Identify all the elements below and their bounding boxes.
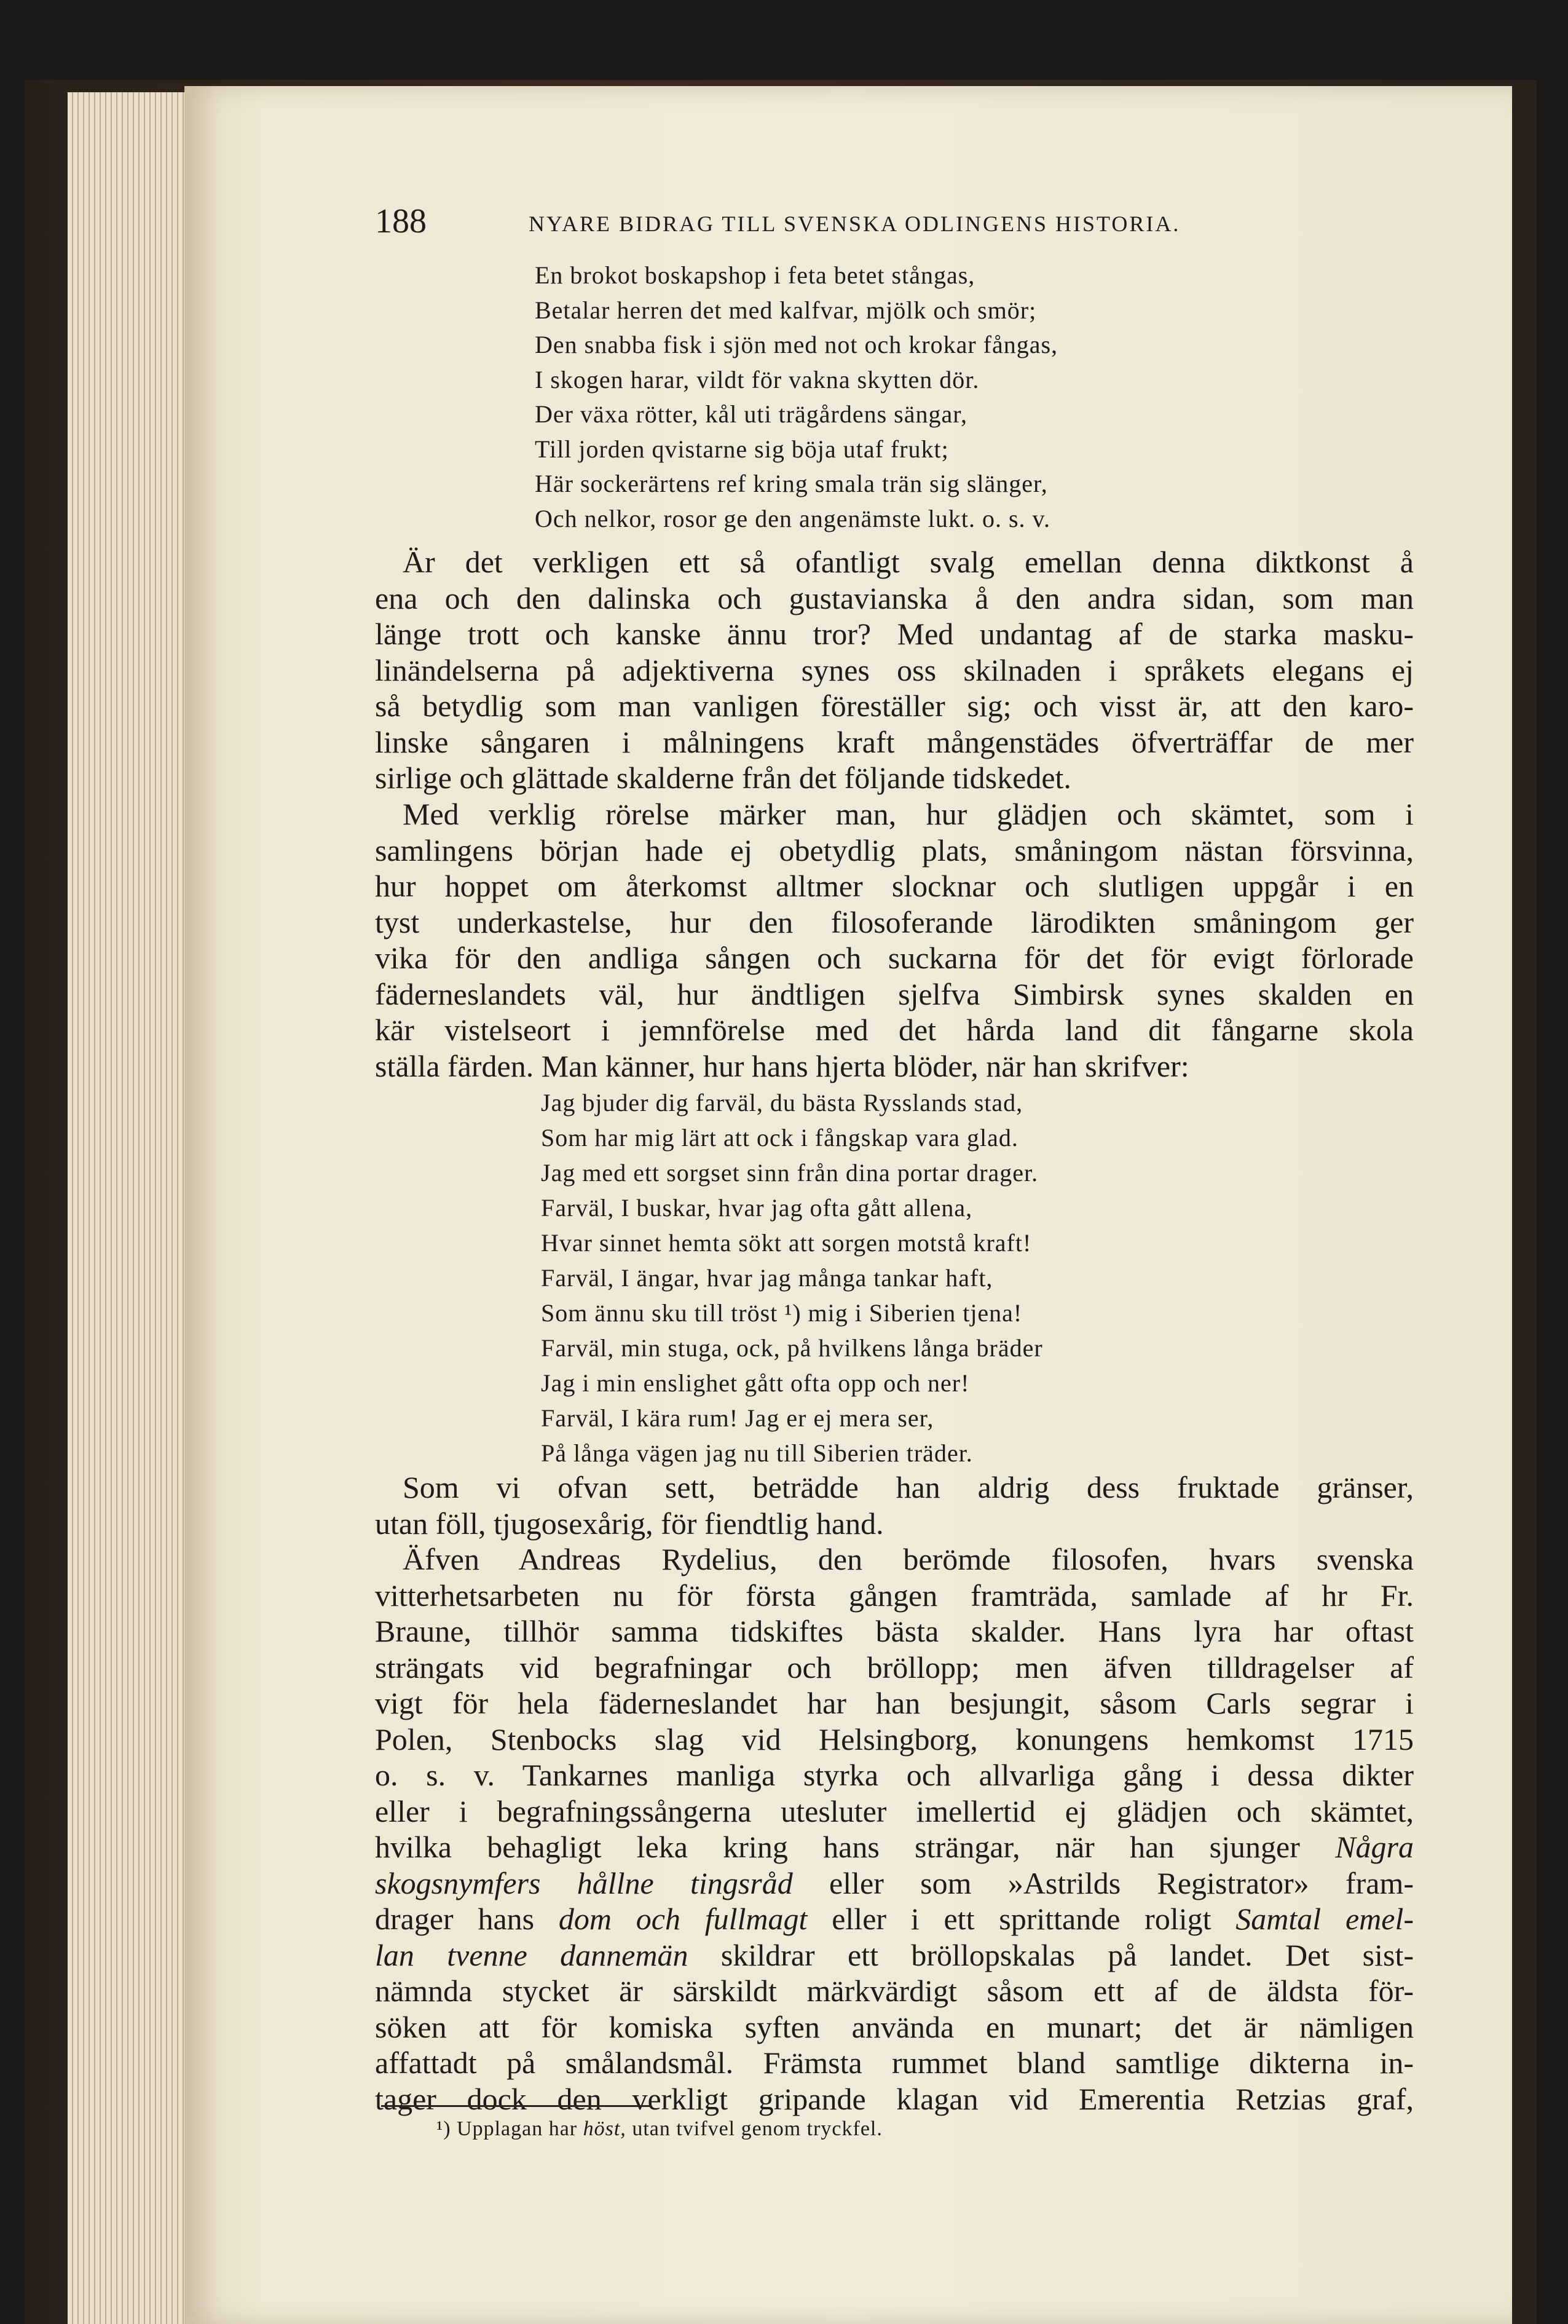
verse-line: Jag med ett sorgset sinn från dina portar drager. bbox=[541, 1159, 1039, 1187]
verse-line: Farväl, I ängar, hvar jag många tankar haft, bbox=[541, 1264, 993, 1292]
text-line: så betydlig som man vanligen föreställer sig; och visst är, att den karo- bbox=[375, 689, 1414, 723]
footnote-rule bbox=[381, 2105, 652, 2107]
text-line: söken att för komiska syften använda en munart; det är nämligen bbox=[375, 2009, 1414, 2044]
verse-line: Farväl, min stuga, ock, på hvilkens långa bräder bbox=[541, 1334, 1043, 1362]
italic-title: lan tvenne dannemän bbox=[375, 1937, 688, 1972]
footnote-marker: ¹) bbox=[436, 2117, 451, 2140]
paragraph-3 bbox=[375, 1469, 1414, 1541]
text-line: vika för den andliga sången och suckarna för det för evigt förlorade bbox=[375, 941, 1414, 975]
text-line: vitterhetsarbeten nu för första gången framträda, samlade af hr Fr. bbox=[375, 1578, 1414, 1613]
text-line: o. s. v. Tankarnes manliga styrka och allvarliga gång i dessa dikter bbox=[375, 1758, 1414, 1792]
footnote bbox=[436, 2114, 883, 2144]
italic-title: skogsnymfers hållne tingsråd bbox=[375, 1865, 793, 1900]
text-line: affattadt på smålandsmål. Främsta rummet bland samtlige dikterna in- bbox=[375, 2045, 1414, 2080]
footnote-italic: höst, bbox=[583, 2117, 626, 2140]
text-line: ena och den dalinska och gustavianska å den andra sidan, som man bbox=[375, 580, 1414, 615]
text-line: fäderneslandets väl, hur ändtligen sjelfva Simbirsk synes skalden en bbox=[375, 976, 1414, 1011]
paragraph-4 bbox=[375, 1541, 1414, 2117]
text-line: tyst underkastelse, hur den filosoferande lärodikten småningom ger bbox=[375, 904, 1414, 939]
text-line: samlingens början hade ej obetydlig plats, småningom nästan försvinna, bbox=[375, 832, 1414, 868]
text-line: Braune, tillhör samma tidskiftes bästa skalder. Hans lyra har oftast bbox=[375, 1614, 1414, 1648]
text-line: Som vi ofvan sett, beträdde han aldrig dess fruktade gränser, bbox=[403, 1470, 1414, 1504]
text-span: eller som »Astrilds Registrator» fram- bbox=[829, 1865, 1414, 1900]
verse-line: Som har mig lärt att ock i fångskap vara glad. bbox=[541, 1124, 1018, 1152]
verse-line: Jag bjuder dig farväl, du bästa Rysslands stad, bbox=[541, 1089, 1023, 1117]
paragraph-1 bbox=[375, 544, 1414, 796]
text-line: linske sångaren i målningens kraft mångenstädes öfverträffar de mer bbox=[375, 724, 1414, 759]
verse-line: Den snabba fisk i sjön med not och krokar fångas, bbox=[535, 331, 1058, 358]
verse-line: Hvar sinnet hemta sökt att sorgen motstå kraft! bbox=[541, 1229, 1032, 1257]
text-span: skildrar ett bröllopskalas på landet. Det sist- bbox=[720, 1937, 1414, 1972]
page-header bbox=[197, 197, 1438, 246]
page-content bbox=[197, 197, 1438, 2324]
text-span: eller i ett sprittande roligt bbox=[832, 1902, 1211, 1936]
verse-line: Till jorden qvistarne sig böja utaf frukt; bbox=[535, 435, 949, 463]
verse-line: Der växa rötter, kål uti trägårdens sängar, bbox=[535, 400, 967, 428]
verse-line: Farväl, I kära rum! Jag er ej mera ser, bbox=[541, 1404, 934, 1432]
text-line: ställa färden. Man känner, hur hans hjerta blöder, när han skrifver: bbox=[375, 1048, 1189, 1083]
text-line: vigt för hela fäderneslandet har han besjungit, såsom Carls segrar i bbox=[375, 1686, 1414, 1720]
text-line bbox=[375, 1937, 1414, 1974]
page-number: 188 bbox=[375, 202, 427, 240]
text-span: hvilka behagligt leka kring hans strängar, när han sjunger bbox=[375, 1830, 1300, 1864]
verse-line: Här sockerärtens ref kring smala trän sig slänger, bbox=[535, 470, 1048, 497]
verse-line: Och nelkor, rosor ge den angenämste lukt. o. s. v. bbox=[535, 504, 1050, 532]
verse-line: Farväl, I buskar, hvar jag ofta gått allena, bbox=[541, 1194, 973, 1222]
text-span: drager hans bbox=[375, 1902, 535, 1936]
text-line: eller i begrafningssångerna utesluter imellertid ej glädjen och skämtet, bbox=[375, 1793, 1414, 1828]
footnote-text: Upplagan har bbox=[457, 2117, 578, 2140]
verse-line: Betalar herren det med kalfvar, mjölk och smör; bbox=[535, 296, 1037, 324]
text-line: linändelserna på adjektiverna synes oss skilnaden i språkets elegans ej bbox=[375, 652, 1414, 687]
text-line: Är det verkligen ett så ofantligt svalg emellan denna diktkonst å bbox=[403, 545, 1414, 579]
text-line bbox=[375, 1829, 1414, 1865]
text-line: hur hoppet om återkomst alltmer slocknar och slutligen uppgår i en bbox=[375, 869, 1414, 903]
verse-line: På långa vägen jag nu till Siberien träder. bbox=[541, 1439, 973, 1467]
text-line: strängats vid begrafningar och bröllopp; men äfven tilldragelser af bbox=[375, 1650, 1414, 1685]
italic-title: Samtal emel- bbox=[1235, 1902, 1414, 1936]
text-line: Polen, Stenbocks slag vid Helsingborg, konungens hemkomst 1715 bbox=[375, 1721, 1414, 1757]
text-line: kär vistelseort i jemnförelse med det hårda land dit fångarne skola bbox=[375, 1013, 1414, 1047]
verse-line: Som ännu sku till tröst ¹) mig i Siberien tjena! bbox=[541, 1299, 1023, 1327]
verse-block-2 bbox=[541, 1085, 1043, 1471]
text-line: sirlige och glättade skalderne från det följande tidskedet. bbox=[375, 761, 1071, 795]
italic-title: dom och fullmagt bbox=[558, 1902, 808, 1936]
text-line bbox=[375, 1901, 1414, 1937]
verse-line: I skogen harar, vildt för vakna skytten dör. bbox=[535, 365, 980, 393]
paragraph-2 bbox=[375, 796, 1414, 1084]
text-line bbox=[375, 1865, 1414, 1902]
verse-line: En brokot boskapshop i feta betet stångas, bbox=[535, 261, 975, 289]
text-line: länge trott och kanske ännu tror? Med undantag af de starka masku- bbox=[375, 617, 1414, 651]
text-line: Med verklig rörelse märker man, hur glädjen och skämtet, som i bbox=[403, 797, 1414, 831]
text-line: Äfven Andreas Rydelius, den berömde filosofen, hvars svenska bbox=[403, 1542, 1414, 1576]
text-line: tager dock den verkligt gripande klagan vid Emerentia Retzias graf, bbox=[375, 2081, 1414, 2116]
verse-line: Jag i min enslighet gått ofta opp och ner! bbox=[541, 1369, 970, 1397]
footnote-text: utan tvifvel genom tryckfel. bbox=[632, 2117, 883, 2140]
text-line: nämnda stycket är särskildt märkvärdigt såsom ett af de äldsta för- bbox=[375, 1974, 1414, 2008]
text-line: utan föll, tjugosexårig, för fiendtlig hand. bbox=[375, 1506, 884, 1541]
running-head: NYARE BIDRAG TILL SVENSKA ODLINGENS HISTORIA. bbox=[529, 211, 1181, 236]
italic-title: Några bbox=[1335, 1830, 1414, 1864]
verse-block-1 bbox=[535, 258, 1058, 536]
